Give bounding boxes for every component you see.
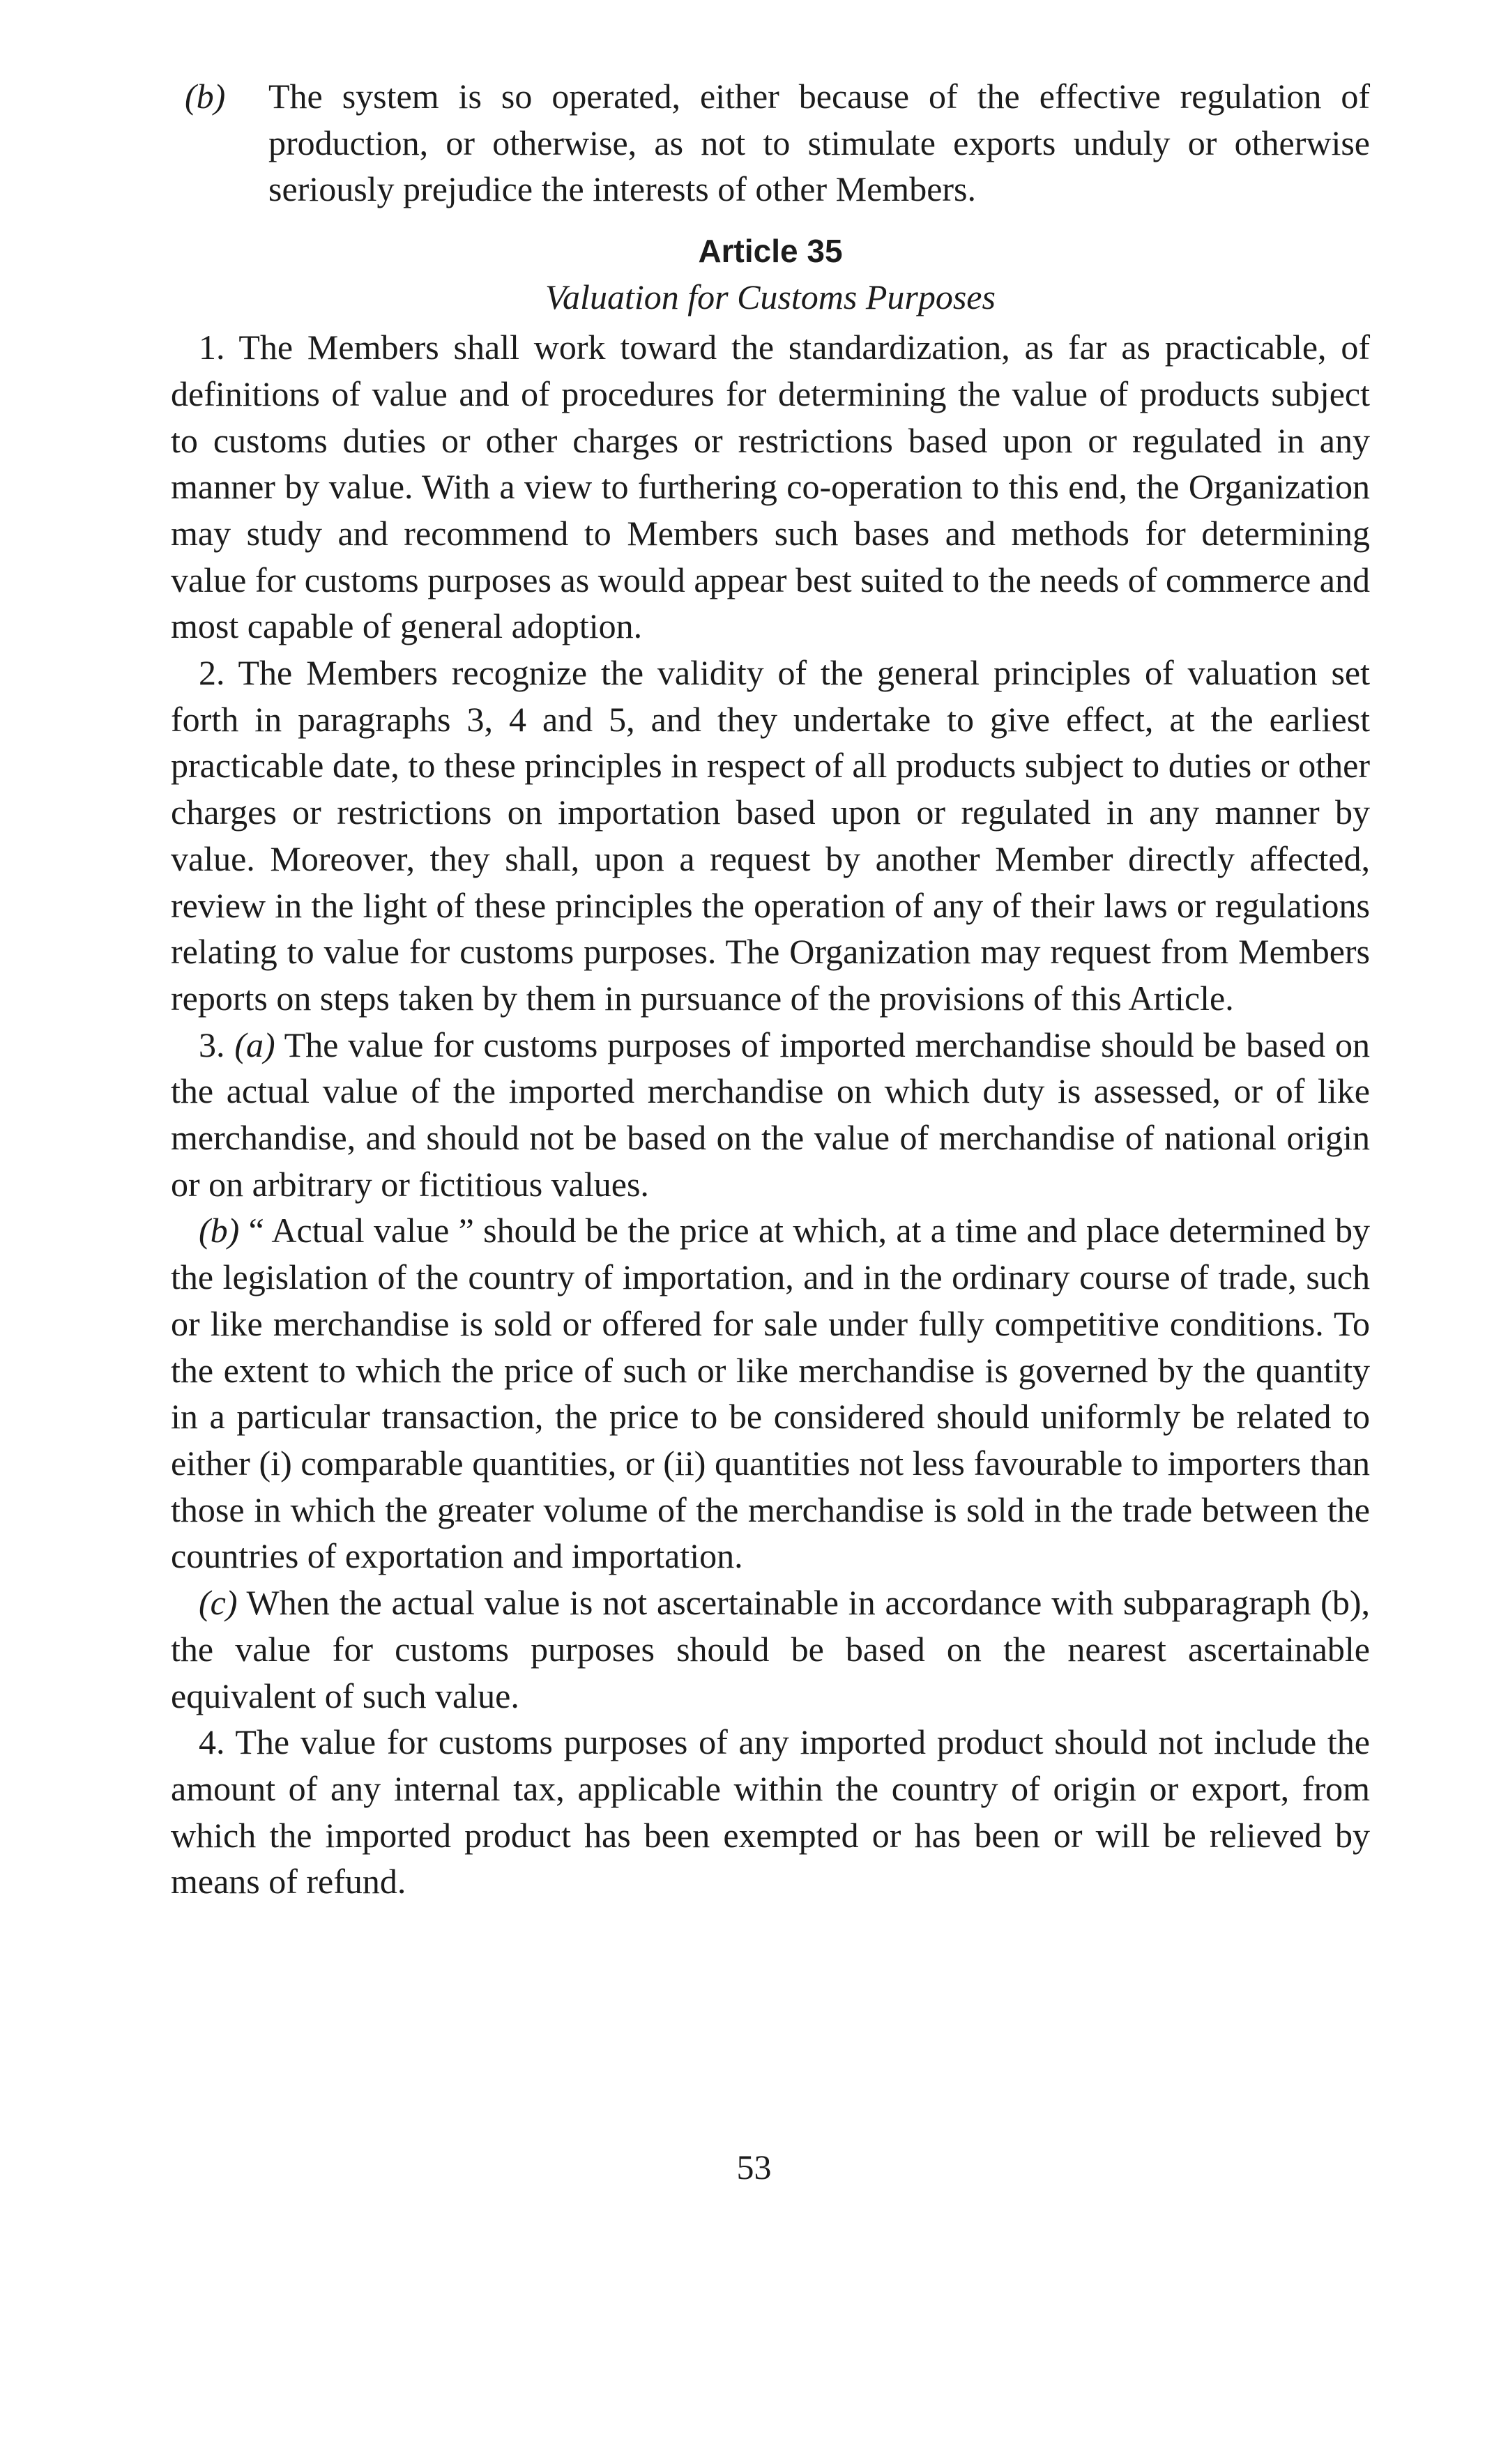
item-label: (c) [199,1583,238,1623]
article-subtitle: Valuation for Customs Purposes [545,277,996,317]
body-text [171,73,1370,1905]
article-title: Article 35 [698,233,843,270]
item-label: (b) [199,1211,240,1250]
page-number: 53 [736,2148,772,2187]
paragraph-4: 4. The value for customs purposes of any imported product should not include the amount of any internal tax, applicable within the country of origin or export, from which the imported product has been exempted or has been or will be relieved by means of refund. [171,1722,1370,1901]
paragraph-3a [171,1022,1370,1208]
paragraph-text: “ Actual value ” should be the price at which, at a time and place determined by the legislation of the country of importation, and in the ordinary course of trade, such or like merchandise is sold or offered for sale under fully competitive conditions. To the extent to which the price of such or like merchandise is governed by the quantity in a particular transaction, the price to be considered should uniformly be related to either (i) comparable quantities, or (ii) quantities not less favourable to importers than those in which the greater volume of the merchandise is sold in the trade between the countries of exportation and importation. [171,1211,1371,1576]
paragraph-2: 2. The Members recognize the validity of the general principles of valuation set forth in paragraphs 3, 4 and 5, and they undertake to give effect, at the earliest practicable date, to these principles in respect of all products subject to duties or other charges or restrictions on importation based upon or regulated in any manner by value. Moreover, they shall, upon a request by another Member directly affected, review in the light of these principles the operation of any of their laws or regulations relating to value for customs purposes. The Organization may request from Members reports on steps taken by them in pursuance of the provisions of this Article. [171,653,1370,1018]
paragraph-3c [171,1579,1370,1719]
item-label: (b) [185,77,226,116]
paragraph-text: The system is so operated, either because of the effective regulation of production, or otherwise, as not to stimulate exports unduly or otherwise seriously prejudice the interests of other Members. [268,77,1370,209]
item-label: (a) [234,1025,275,1064]
paragraph-text: The value for customs purposes of imported merchandise should be based on the actual value of the imported merchandise on which duty is assessed, or of like merchandise, and should not be based on the value of merchandise of national origin or on arbitrary or fictitious values. [171,1025,1370,1204]
paragraph-b-continuation [185,73,1370,213]
paragraph-text: When the actual value is not ascertainable in accordance with subparagraph (b), the value for customs purposes should be based on the nearest ascertainable equivalent of such value. [171,1583,1370,1715]
paragraph-3b [171,1207,1370,1579]
paragraph-1: 1. The Members shall work toward the standardization, as far as practicable, of definitions of value and of procedures for determining the value of products subject to customs duties or other charges or restrictions based upon or regulated in any manner by value. With a view to furthering co-operation to this end, the Organization may study and recommend to Members such bases and methods for determining value for customs purposes as would appear best suited to the needs of commerce and most capable of general adoption. [171,328,1370,646]
paragraph-number: 3. [199,1025,225,1064]
